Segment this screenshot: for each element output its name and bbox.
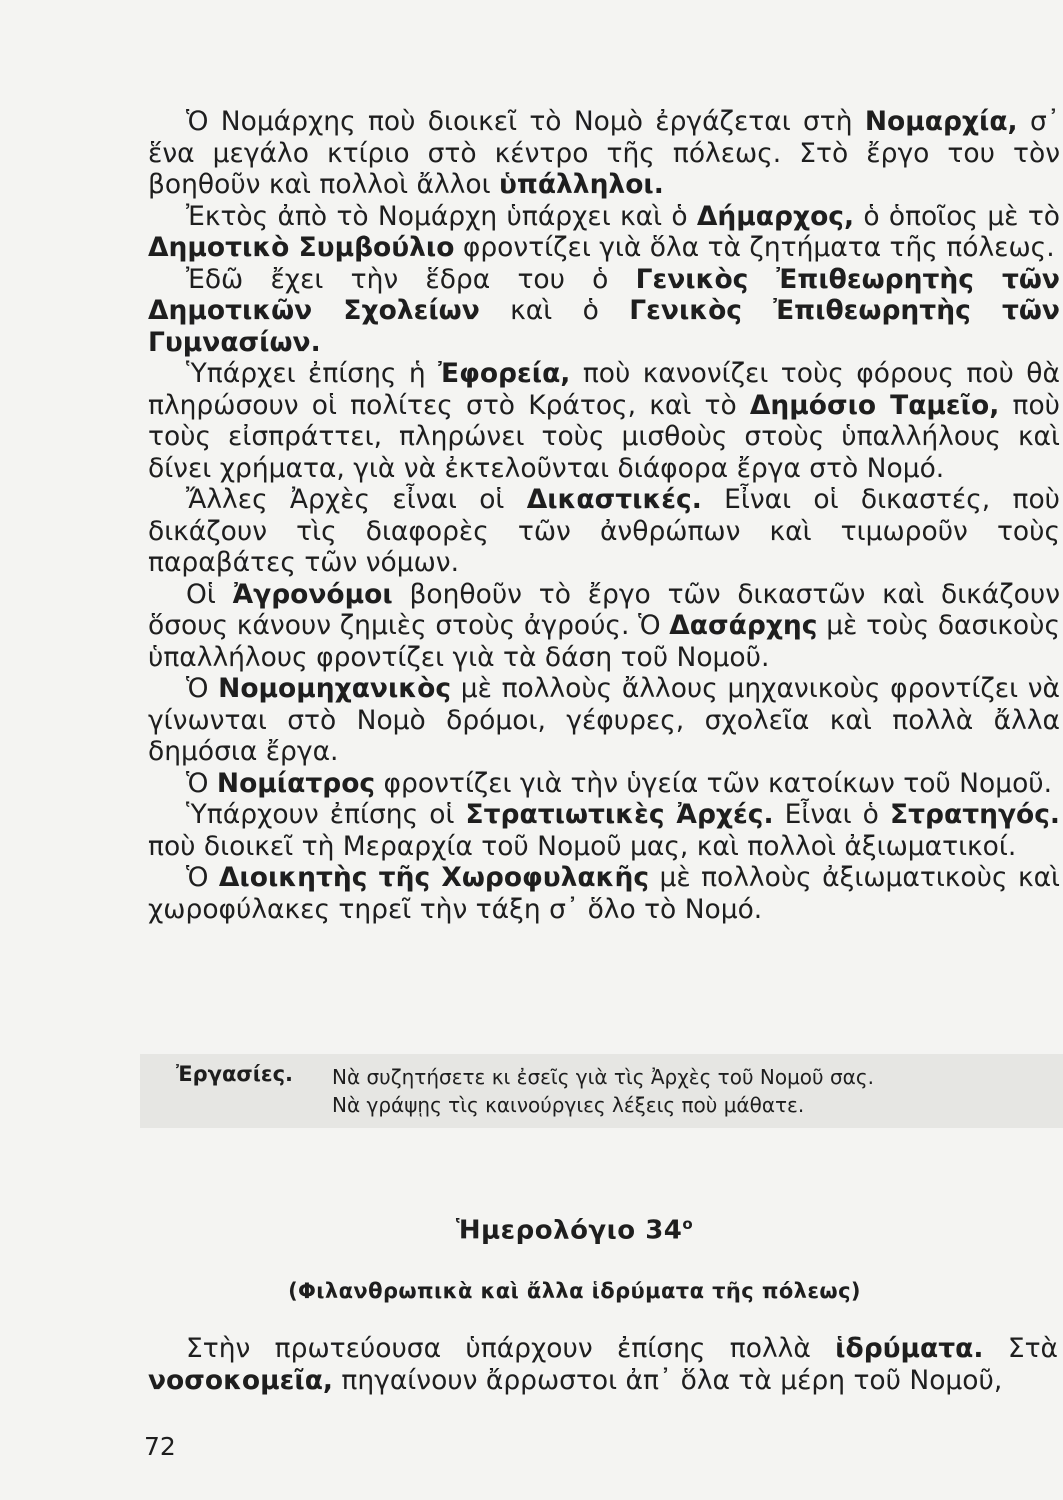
bold-term: Νομαρχία, bbox=[864, 106, 1018, 137]
bold-term: Ἀγρονόμοι bbox=[232, 578, 393, 610]
paragraph: Ἐδῶ ἔχει τὴν ἕδρα του ὁ Γενικὸς Ἐπιθεωρητὴς τῶν Δημοτικῶν Σχολείων καὶ ὁ Γενικὸς Ἐπιθεωρητὴς τῶν Γυμνασίων. bbox=[148, 263, 1060, 358]
exercise-line: Νὰ συζητήσετε κι ἐσεῖς γιὰ τὶς Ἀρχὲς τοῦ Νομοῦ σας. bbox=[332, 1065, 874, 1089]
bold-term: νοσοκομεῖα, bbox=[148, 1364, 333, 1396]
bold-term: Γενικὸς Ἐπιθεωρητὴς τῶν Γυμνασίων. bbox=[148, 295, 1060, 358]
section-title-suffix: ο bbox=[682, 1215, 694, 1233]
paragraph: Ὁ Νομομηχανικὸς μὲ πολλοὺς ἄλλους μηχανικοὺς φροντίζει νὰ γίνωνται στὸ Νομὸ δρόμοι, γέφυρες, σχολεῖα καὶ πολλὰ ἄλλα δημόσια ἔργα. bbox=[148, 673, 1060, 767]
section-subtitle: (Φιλανθρωπικὰ καὶ ἄλλα ἱδρύματα τῆς πόλεως) bbox=[288, 1279, 861, 1303]
paragraph: Ὑπάρχουν ἐπίσης οἱ Στρατιωτικὲς Ἀρχές. Εἶναι ὁ Στρατηγός. ποὺ διοικεῖ τὴ Μεραρχία τοῦ Νομοῦ μας, καὶ πολλοὶ ἀξιωματικοί. bbox=[148, 799, 1060, 862]
exercise-line: Νὰ γράψῃς τὶς καινούργιες λέξεις ποὺ μάθατε. bbox=[332, 1093, 805, 1117]
bold-term: Δασάρχης bbox=[669, 610, 818, 641]
bold-term: Στρατιωτικὲς Ἀρχές. bbox=[465, 799, 774, 830]
paragraph: Ὁ Νομάρχης ποὺ διοικεῖ τὸ Νομὸ ἐργάζεται στὴ Νομαρχία, σ᾽ ἕνα μεγάλο κτίριο στὸ κέντρο τῆς πόλεως. Στὸ ἔργο του τὸν βοηθοῦν καὶ πολλοὶ ἄλλοι ὑπάλληλοι. bbox=[148, 106, 1060, 200]
closing-paragraph: Στὴν πρωτεύουσα ὑπάρχουν ἐπίσης πολλὰ ἱδρύματα. Στὰ νοσοκομεῖα, πηγαίνουν ἄρρωστοι ἀπ᾽ ὅλα τὰ μέρη τοῦ Νομοῦ, bbox=[148, 1333, 1058, 1396]
paragraph: Ἐκτὸς ἀπὸ τὸ Νομάρχη ὑπάρχει καὶ ὁ Δήμαρχος, ὁ ὁποῖος μὲ τὸ Δημοτικὸ Συμβούλιο φροντίζει γιὰ ὅλα τὰ ζητήματα τῆς πόλεως. bbox=[148, 200, 1060, 263]
exercises-label: Ἐργασίες. bbox=[176, 1062, 294, 1086]
paragraph: Ὁ Διοικητὴς τῆς Χωροφυλακῆς μὲ πολλοὺς ἀξιωματικοὺς καὶ χωροφύλακες τηρεῖ τὴν τάξη σ᾽ ὅλο τὸ Νομό. bbox=[148, 862, 1060, 925]
bold-term: Δήμαρχος, bbox=[696, 200, 855, 232]
paragraph: Ὑπάρχει ἐπίσης ἡ Ἐφορεία, ποὺ κανονίζει τοὺς φόρους ποὺ θὰ πληρώσουν οἱ πολίτες στὸ Κράτος, καὶ τὸ Δημόσιο Ταμεῖο, ποὺ τοὺς εἰσπράττει, πληρώνει τοὺς μισθοὺς στοὺς ὑπαλλήλους καὶ δίνει χρήματα, γιὰ νὰ ἐκτελοῦνται διάφορα ἔργα στὸ Νομό. bbox=[148, 358, 1060, 484]
bold-term: Νομίατρος bbox=[216, 767, 376, 799]
paragraph: Οἱ Ἀγρονόμοι βοηθοῦν τὸ ἔργο τῶν δικαστῶν καὶ δικάζουν ὅσους κάνουν ζημιὲς στοὺς ἀγρούς. Ὁ Δασάρχης μὲ τοὺς δασικοὺς ὑπαλλήλους φροντίζει γιὰ τὰ δάση τοῦ Νομοῦ. bbox=[148, 578, 1061, 673]
body-text bbox=[148, 106, 1060, 925]
bold-term: Νομομηχανικὸς bbox=[218, 673, 452, 704]
bold-term: Γενικὸς Ἐπιθεωρητὴς τῶν Δημοτικῶν Σχολείων bbox=[148, 263, 1060, 326]
bold-term: Δημόσιο Ταμεῖο, bbox=[749, 389, 1000, 421]
paragraph: Ὁ Νομίατρος φροντίζει γιὰ τὴν ὑγεία τῶν κατοίκων τοῦ Νομοῦ. bbox=[186, 767, 1053, 799]
section-title-text: Ἡμερολόγιο 34 bbox=[455, 1215, 683, 1246]
paragraph: Ἄλλες Ἀρχὲς εἶναι οἱ Δικαστικές. Εἶναι οἱ δικαστές, ποὺ δικάζουν τὶς διαφορὲς τῶν ἀνθρώπων καὶ τιμωροῦν τοὺς παραβάτες τῶν νόμων. bbox=[148, 484, 1060, 578]
bold-term: Στρατηγός. bbox=[890, 799, 1060, 830]
section-title bbox=[0, 1215, 1063, 1246]
bold-term: Δικαστικές. bbox=[526, 484, 702, 515]
bold-term: Διοικητὴς τῆς Χωροφυλακῆς bbox=[218, 862, 650, 893]
page-number: 72 bbox=[144, 1432, 176, 1461]
bold-term: Ἐφορεία, bbox=[438, 358, 571, 389]
bold-term: ἱδρύματα. bbox=[835, 1333, 984, 1364]
bold-term: ὑπάλληλοι. bbox=[498, 169, 664, 200]
bold-term: Δημοτικὸ Συμβούλιο bbox=[148, 232, 455, 263]
